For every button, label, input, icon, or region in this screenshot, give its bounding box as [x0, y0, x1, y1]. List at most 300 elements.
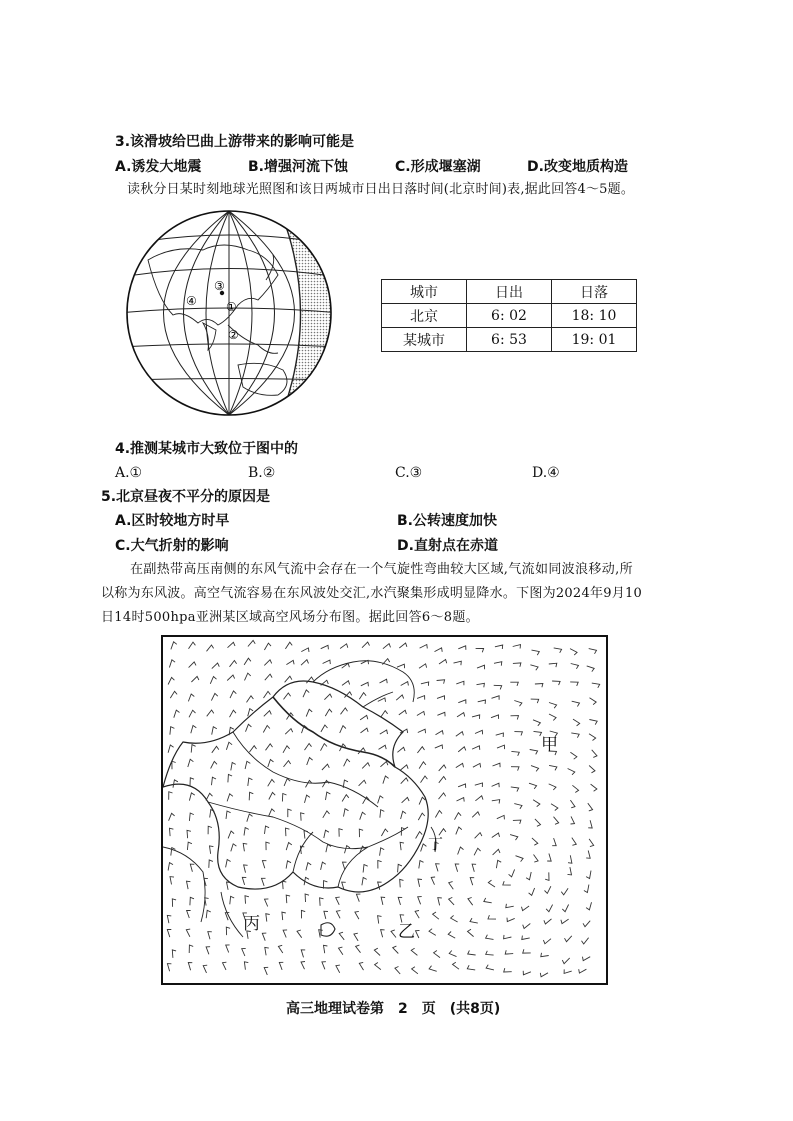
wind-barb	[506, 904, 514, 908]
wind-barb	[268, 779, 275, 786]
wind-barb	[402, 797, 410, 802]
wind-barb	[226, 811, 231, 819]
wind-barb	[583, 957, 591, 961]
wind-barb	[439, 660, 447, 665]
wind-barb	[380, 762, 388, 767]
wind-barb	[223, 962, 227, 970]
wind-barb	[342, 681, 350, 686]
wind-barb	[305, 795, 310, 803]
wind-barb	[436, 731, 444, 735]
wind-barb	[339, 829, 343, 837]
wind-barb	[203, 965, 207, 973]
wind-barb	[249, 792, 253, 800]
wind-barb	[433, 912, 439, 919]
wind-barb	[523, 924, 531, 929]
wind-barb	[492, 696, 500, 700]
wind-barb	[401, 682, 409, 686]
wind-barb	[170, 828, 174, 836]
wind-barb	[189, 710, 196, 717]
wind-barb	[242, 877, 246, 885]
wind-barb	[324, 830, 329, 838]
wind-barb	[188, 694, 194, 701]
wind-barb	[530, 665, 538, 671]
map-label-bing: 丙	[243, 914, 260, 934]
wind-barb	[361, 682, 369, 686]
wind-barb	[212, 727, 217, 735]
wind-barb	[472, 864, 476, 872]
wind-barb	[437, 712, 445, 716]
wind-barb	[363, 865, 368, 873]
wind-barb	[381, 829, 388, 836]
wind-barb	[510, 682, 518, 686]
wind-barb	[264, 660, 271, 666]
wind-barb	[205, 898, 209, 906]
wind-barb	[209, 860, 213, 868]
wind-barb	[264, 643, 271, 650]
wind-barb	[510, 835, 518, 841]
wind-barb	[212, 663, 220, 669]
wind-barb	[532, 838, 538, 845]
wind-barb	[589, 766, 595, 773]
wind-barb	[552, 681, 560, 685]
wind-barb	[359, 693, 366, 700]
wind-barb	[265, 826, 270, 834]
wind-barb	[248, 640, 255, 646]
globe-illumination-diagram	[118, 205, 343, 425]
wind-barb	[285, 729, 293, 735]
wind-barb	[504, 968, 512, 972]
wind-barb	[231, 763, 236, 771]
wind-barb	[211, 761, 217, 768]
wind-barb	[436, 864, 440, 872]
wind-barb	[207, 710, 214, 716]
wind-barb	[570, 649, 577, 656]
wind-barb	[301, 648, 309, 652]
wind-barb	[301, 950, 305, 958]
wind-barb	[304, 831, 308, 839]
wind-barb	[345, 846, 351, 854]
wind-barb	[475, 833, 482, 839]
table-row	[382, 328, 637, 352]
intro-6-8-line2: 以称为东风波。高空气流容易在东风波处交汇,水汽聚集形成明显降水。下图为2024年9月10	[101, 586, 643, 601]
wind-barb	[496, 860, 501, 868]
wind-barb	[283, 930, 287, 938]
wind-barb	[565, 936, 572, 942]
wind-barb	[475, 796, 483, 801]
wind-barb	[579, 969, 587, 973]
wind-barb	[189, 642, 196, 649]
table-cell: 北京	[382, 304, 467, 328]
wind-barb	[438, 898, 442, 906]
wind-barb	[562, 905, 568, 912]
wind-barb	[511, 751, 519, 755]
wind-barb	[458, 847, 464, 855]
wind-barb	[523, 949, 531, 953]
wind-barb	[421, 844, 427, 852]
wind-barb	[439, 765, 446, 771]
wind-barb	[572, 701, 580, 706]
wind-barb	[457, 798, 465, 802]
wind-barb	[374, 948, 380, 955]
wind-barb	[439, 793, 446, 799]
wind-barb	[244, 962, 248, 970]
wind-barb	[189, 662, 196, 668]
wind-barb	[171, 848, 176, 856]
wind-barb	[543, 939, 551, 944]
table-cell: 6: 02	[467, 304, 552, 328]
wind-barb	[322, 780, 329, 787]
wind-barb	[266, 914, 270, 922]
wind-barb	[269, 809, 275, 816]
wind-barb	[226, 860, 231, 868]
wind-barb	[545, 886, 551, 893]
wind-barb	[262, 861, 266, 869]
wind-barb	[355, 911, 359, 919]
wind-barb	[503, 881, 511, 885]
globe-marker-3: ③	[214, 279, 225, 293]
wind-barb	[435, 648, 443, 652]
wind-barb	[391, 930, 396, 938]
wind-barb	[475, 730, 483, 734]
wind-barb	[530, 750, 538, 755]
wind-barb	[248, 778, 253, 786]
table-cell: 19: 01	[552, 328, 637, 352]
wind-barb	[168, 863, 173, 871]
wind-barb	[227, 882, 231, 890]
table-header-cell: 日落	[552, 280, 637, 304]
wind-barb	[458, 747, 466, 752]
wind-barb	[583, 921, 590, 927]
wind-barb	[210, 810, 215, 818]
wind-barb	[206, 947, 210, 955]
wind-barb	[554, 817, 559, 825]
wind-barb	[172, 899, 176, 907]
wind-barb	[591, 784, 597, 791]
wind-barb	[190, 778, 194, 786]
globe-marker-2: ②	[228, 328, 239, 342]
wind-barb	[418, 879, 422, 887]
table-cell: 某城市	[382, 328, 467, 352]
wind-barb	[590, 698, 597, 705]
wind-barb	[397, 664, 405, 668]
wind-barb	[336, 897, 340, 905]
q3-option-d: D.改变地质构造	[527, 159, 628, 175]
wind-barb	[230, 896, 234, 904]
wind-barb	[549, 703, 557, 709]
wind-barb	[380, 679, 388, 683]
wind-barb	[488, 880, 495, 887]
wind-barb	[170, 691, 177, 698]
wind-barb	[249, 746, 256, 752]
wind-barb	[190, 864, 194, 872]
wind-barb	[492, 833, 500, 838]
q4-option-b: B.②	[248, 465, 276, 481]
wind-barb	[340, 644, 348, 649]
wind-barb	[505, 950, 513, 954]
wind-barb	[230, 691, 236, 698]
wind-barb	[470, 878, 474, 886]
wind-barb	[264, 691, 271, 698]
wind-barb	[170, 877, 174, 885]
wind-barb	[474, 848, 481, 855]
wind-barb	[431, 877, 435, 885]
wind-barb	[212, 777, 217, 785]
wind-barb	[171, 642, 177, 650]
wind-barb	[456, 681, 464, 685]
wind-barb	[511, 716, 519, 720]
wind-barb	[321, 744, 328, 751]
wind-barb	[456, 732, 464, 737]
wind-barb	[360, 812, 366, 820]
wind-barb	[359, 829, 363, 837]
wind-barb	[399, 643, 407, 648]
wind-barb	[573, 719, 580, 726]
wind-barb	[511, 767, 519, 771]
table-cell: 18: 10	[552, 304, 637, 328]
wind-barb	[531, 699, 539, 703]
wind-barb	[324, 911, 328, 919]
wind-barb	[531, 766, 539, 772]
wind-barb	[301, 910, 305, 918]
wind-barb	[227, 675, 234, 681]
wind-barb	[324, 694, 331, 700]
wind-barb	[449, 882, 454, 890]
q3-stem: 3.该滑坡给巴曲上游带来的影响可能是	[115, 134, 355, 150]
wind-barb	[245, 896, 249, 904]
wind-barb	[286, 660, 294, 664]
wind-barb	[262, 933, 266, 941]
wind-barb	[286, 843, 292, 851]
q4-stem: 4.推测某城市大致位于图中的	[115, 441, 299, 457]
wind-barb	[380, 730, 388, 734]
wind-barb	[242, 948, 246, 956]
wind-barb	[592, 683, 600, 688]
wind-barb	[416, 832, 423, 839]
wind-barb	[397, 747, 405, 752]
wind-barb	[572, 838, 577, 846]
wind-barb	[451, 915, 458, 922]
wind-barb	[297, 930, 302, 938]
wind-barb	[326, 792, 331, 800]
wind-barb	[383, 776, 389, 784]
wind-barb	[262, 878, 266, 886]
wind-barb	[361, 728, 369, 733]
wind-barb	[378, 698, 386, 702]
wind-barb	[561, 919, 569, 924]
wind-barb	[321, 645, 329, 649]
wind-barb	[551, 804, 558, 811]
wind-barb	[344, 809, 349, 817]
wind-barb	[284, 693, 291, 699]
wind-barb	[513, 645, 521, 649]
wind-barb	[492, 800, 500, 804]
wind-barb	[344, 759, 350, 766]
q4-option-d: D.④	[532, 465, 560, 481]
wind-barb	[400, 842, 404, 850]
wind-barb	[227, 794, 233, 802]
wind-barb	[513, 820, 521, 824]
wind-barb	[454, 661, 462, 665]
globe-marker-1: ①	[226, 300, 237, 314]
wind-barb	[588, 820, 592, 828]
wind-barb	[437, 696, 445, 700]
wind-barb	[540, 973, 548, 977]
wind-barb	[535, 684, 543, 688]
wind-barb	[226, 945, 230, 953]
wind-barb	[473, 763, 481, 767]
wind-barb	[210, 677, 216, 684]
wind-barb	[570, 800, 575, 808]
wind-barb	[247, 814, 253, 822]
wind-barb	[522, 906, 530, 911]
wind-barb	[375, 963, 381, 970]
wind-barb	[526, 872, 531, 880]
wind-barb	[381, 711, 388, 718]
wind-barb	[570, 752, 577, 759]
wind-barb	[300, 846, 304, 854]
wind-barb	[187, 881, 191, 889]
wind-barb	[437, 680, 445, 684]
wind-barb	[246, 724, 252, 731]
wind-barb	[541, 953, 549, 957]
wind-barb	[497, 815, 505, 819]
wind-barb	[286, 895, 290, 903]
wind-barb	[168, 745, 174, 753]
wind-barb	[421, 682, 429, 686]
q3-option-a: A.诱发大地震	[115, 159, 202, 175]
wind-barb	[435, 745, 443, 749]
wind-barb	[188, 963, 192, 971]
wind-barb	[306, 780, 313, 787]
wind-barb	[564, 969, 572, 973]
wind-barb	[584, 885, 589, 893]
map-label-jia: 甲	[541, 735, 558, 755]
wind-barb	[336, 965, 340, 973]
wind-barb	[449, 897, 455, 905]
wind-barb	[383, 644, 391, 649]
wind-barb	[401, 811, 406, 819]
sunrise-sunset-table	[381, 279, 637, 352]
wind-barb	[307, 758, 313, 766]
wind-barb	[226, 742, 232, 750]
wind-barb	[568, 769, 575, 775]
wind-barb	[592, 750, 597, 758]
wind-barb	[439, 777, 446, 783]
wind-barb	[417, 711, 425, 715]
wind-barb	[475, 783, 483, 787]
wind-barb	[190, 897, 194, 905]
wind-barb	[340, 726, 346, 733]
wind-barb	[191, 745, 195, 753]
wind-barb	[356, 894, 360, 902]
wind-barb	[449, 951, 456, 957]
wind-barb	[504, 935, 512, 939]
wind-barb	[418, 813, 425, 820]
wind-barb	[495, 645, 503, 649]
intro-6-8-line1: 在副热带高压南侧的东风气流中会存在一个气旋性弯曲较大区域,气流如同波浪移动,所	[130, 562, 633, 577]
wind-barb	[378, 861, 382, 869]
wind-barb	[208, 932, 212, 940]
wind-barb	[188, 759, 194, 767]
wind-barb	[417, 747, 424, 753]
q4-option-a: A.①	[115, 465, 143, 481]
wind-barb	[380, 810, 384, 818]
wind-barb	[286, 828, 290, 836]
table-cell: 6: 53	[467, 328, 552, 352]
wind-barb	[244, 865, 248, 873]
wind-barb	[401, 778, 408, 784]
intro-6-8-line3: 日14时500hpa亚洲某区域高空风场分布图。据此回答6～8题。	[101, 610, 479, 625]
q5-option-d: D.直射点在赤道	[397, 538, 498, 554]
wind-barb	[571, 816, 575, 824]
wind-barb	[514, 701, 522, 707]
wind-barb	[492, 783, 500, 787]
wind-barb	[207, 645, 214, 651]
wind-barb	[468, 950, 476, 955]
wind-barb	[523, 971, 531, 975]
table-row	[382, 304, 637, 328]
wind-barb	[321, 862, 326, 870]
wind-barb	[513, 663, 521, 667]
wind-barb	[189, 793, 194, 801]
wind-barb	[529, 888, 535, 895]
wind-barb	[486, 951, 494, 955]
wind-barb	[458, 646, 466, 650]
wind-barb	[187, 842, 192, 850]
wind-barb	[279, 962, 283, 970]
wind-barb	[562, 958, 569, 964]
wind-barb	[488, 915, 496, 919]
wind-barb	[533, 720, 540, 726]
wind-barb	[572, 785, 578, 792]
wind-barb	[284, 779, 290, 786]
wind-barb	[491, 715, 499, 719]
wind-barb	[514, 804, 522, 809]
wind-barb	[416, 930, 420, 938]
wind-barb	[343, 862, 347, 870]
wind-barb	[484, 898, 492, 903]
wind-barb	[435, 811, 442, 818]
wind-barb	[265, 899, 269, 907]
wind-barb	[323, 811, 330, 818]
wind-barb	[172, 950, 176, 958]
wind-barb	[304, 877, 309, 885]
wind-barb	[285, 676, 292, 682]
wind-barb	[266, 842, 270, 850]
wind-barb	[586, 851, 590, 859]
wind-barb	[411, 948, 417, 955]
wind-barb	[189, 813, 193, 821]
wind-barb	[419, 762, 426, 769]
wind-barb	[457, 713, 465, 717]
wind-barb	[339, 947, 343, 955]
wind-barb	[467, 965, 475, 970]
wind-barb	[589, 839, 594, 847]
wind-barb	[486, 965, 494, 970]
wind-barb	[545, 872, 549, 880]
wind-barb	[228, 642, 236, 647]
wind-barb	[379, 745, 387, 749]
wind-field-map	[161, 635, 608, 985]
wind-barb	[211, 693, 217, 700]
wind-barb	[456, 763, 464, 767]
wind-barb	[419, 797, 425, 804]
wind-barb	[265, 947, 269, 955]
wind-barb	[305, 894, 309, 902]
wind-barb	[243, 843, 247, 851]
wind-barb	[356, 945, 361, 953]
wind-barb	[208, 826, 212, 834]
